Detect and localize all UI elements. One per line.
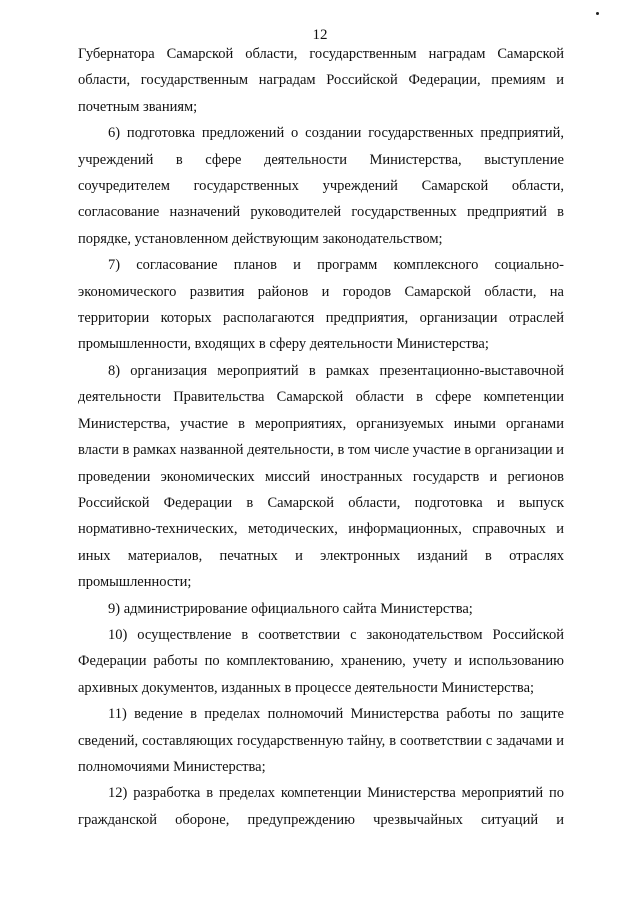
paragraph-item-8: 8) организация мероприятий в рамках презентационно-выставочной деятельности Правительства Самарской области в сфере компетенции Министерства, участие в мероприятиях, организуемых иными органами власти в рамках названной деятельности, в том числе участие в организации и проведении экономических миссий иностранных государств и регионов Российской Федерации в Самарской области, подготовка и выпуск нормативно-технических, методических, информационных, справочных и иных материалов, печатных и электронных изданий в отраслях промышленности; xyxy=(78,362,564,591)
document-body xyxy=(78,41,564,833)
paragraph-item-10: 10) осуществление в соответствии с законодательством Российской Федерации работы по комплектованию, хранению, учету и использованию архивных документов, изданных в процессе деятельности Министерства; xyxy=(78,626,564,696)
paragraph-continuation: Губернатора Самарской области, государственным наградам Самарской области, государственным наградам Российской Федерации, премиям и почетным званиям; xyxy=(78,46,564,115)
page-number: 12 xyxy=(312,27,328,43)
paragraph-item-7: 7) согласование планов и программ комплексного социально-экономического развития районов и городов Самарской области, на территории которых располагаются предприятия, организации отраслей промышленности, входящих в сферу деятельности Министерства; xyxy=(78,257,564,353)
paragraph-item-6: 6) подготовка предложений о создании государственных предприятий, учреждений в сфере деятельности Министерства, выступление соучредителем государственных учреждений Самарской области, согласование назначений руководителей государственных предприятий в порядке, установленном действующим законодательством; xyxy=(78,125,564,247)
scan-speck xyxy=(596,12,599,15)
paragraph-item-12: 12) разработка в пределах компетенции Министерства мероприятий по гражданской обороне, предупреждению чрезвычайных ситуаций и xyxy=(78,785,564,828)
paragraph-item-11: 11) ведение в пределах полномочий Министерства работы по защите сведений, составляющих государственную тайну, в соответствии с задачами и полномочиями Министерства; xyxy=(78,706,564,775)
paragraph-item-9: 9) администрирование официального сайта Министерства; xyxy=(108,600,473,617)
